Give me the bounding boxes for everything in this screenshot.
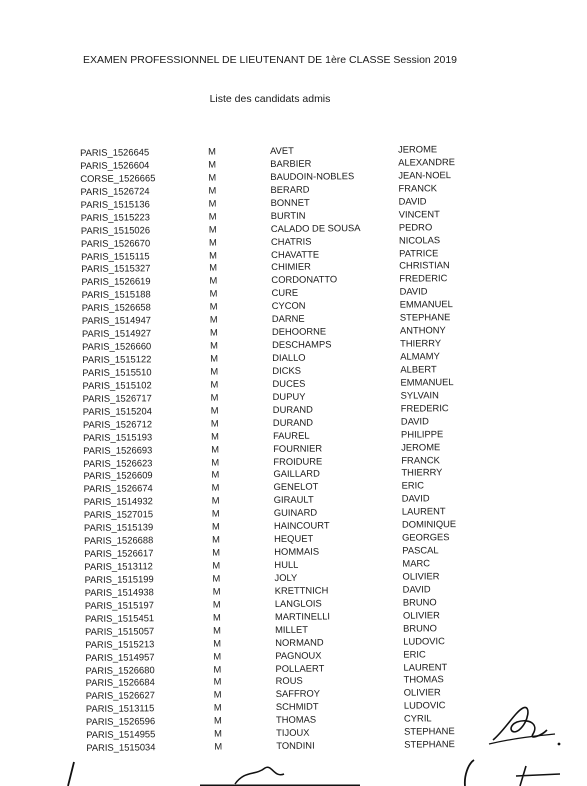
- candidate-first-name: SYLVAIN: [400, 389, 439, 401]
- candidate-id: PARIS_1515034: [86, 741, 156, 754]
- candidate-last-name: CYCON: [271, 299, 306, 312]
- candidate-id: PARIS_1515510: [82, 366, 152, 378]
- candidate-id: PARIS_1514927: [81, 327, 152, 340]
- candidate-id: PARIS_1514957: [85, 650, 155, 663]
- candidate-last-name: JOLY: [274, 571, 298, 583]
- candidate-first-name: VINCENT: [398, 207, 440, 220]
- candidate-id: PARIS_1526688: [84, 534, 154, 547]
- candidate-id: PARIS_1515102: [82, 379, 152, 391]
- candidate-first-name: LAURENT: [403, 660, 448, 673]
- candidate-last-name: CHAVATTE: [271, 248, 320, 260]
- candidate-last-name: DICKS: [272, 364, 302, 376]
- candidate-id: PARIS_1515451: [84, 612, 155, 624]
- candidate-sex: M: [210, 430, 219, 442]
- candidate-first-name: DOMINIQUE: [401, 518, 457, 530]
- candidate-first-name: PHILIPPE: [400, 427, 444, 440]
- candidate-sex: M: [213, 714, 222, 726]
- candidate-sex: M: [210, 352, 219, 364]
- candidate-first-name: STEPHANE: [404, 738, 455, 750]
- candidate-last-name: CURE: [271, 287, 299, 299]
- candidate-sex: M: [212, 611, 221, 623]
- candidate-first-name: DAVID: [401, 492, 430, 504]
- candidate-first-name: FRANCK: [401, 453, 440, 466]
- candidate-last-name: GENELOT: [273, 480, 319, 493]
- candidate-last-name: CORDONATTO: [271, 273, 338, 286]
- candidate-id: PARIS_1514947: [81, 314, 152, 327]
- candidate-last-name: MARTINELLI: [274, 610, 331, 622]
- candidate-sex: M: [212, 585, 221, 597]
- candidate-last-name: DESCHAMPS: [272, 338, 332, 351]
- candidate-sex: M: [210, 404, 219, 416]
- candidate-id: PARIS_1515057: [85, 624, 155, 637]
- candidate-first-name: FREDERIC: [400, 401, 449, 414]
- candidate-sex: M: [210, 339, 218, 351]
- document-subtitle: Liste des candidats admis: [209, 93, 331, 105]
- candidate-sex: M: [209, 313, 218, 325]
- candidate-first-name: FRANCK: [398, 182, 438, 194]
- candidate-id: PARIS_1526658: [81, 301, 151, 314]
- candidate-sex: M: [209, 262, 218, 274]
- candidate-id: PARIS_1526660: [82, 340, 152, 353]
- candidate-id: PARIS_1515197: [84, 599, 155, 611]
- candidate-last-name: DURAND: [272, 416, 314, 428]
- candidate-id: PARIS_1526627: [85, 689, 155, 702]
- candidate-id: PARIS_1526619: [81, 275, 151, 288]
- candidate-first-name: ANTHONY: [399, 324, 446, 336]
- candidate-id: PARIS_1526645: [80, 146, 150, 158]
- candidate-id: CORSE_1526665: [80, 172, 156, 184]
- candidate-first-name: LUDOVIC: [403, 634, 445, 647]
- candidate-first-name: JEAN-NOEL: [398, 168, 451, 181]
- signature-right: [485, 700, 585, 760]
- candidate-last-name: KRETTNICH: [274, 584, 329, 596]
- candidate-id: PARIS_1526693: [83, 443, 153, 456]
- candidate-first-name: OLIVIER: [403, 686, 441, 699]
- table-row: [86, 738, 476, 755]
- candidate-last-name: HULL: [274, 558, 299, 570]
- candidate-id: PARIS_1515199: [84, 573, 154, 585]
- candidate-first-name: CHRISTIAN: [399, 259, 450, 272]
- candidate-first-name: PEDRO: [398, 220, 433, 233]
- candidate-sex: M: [211, 443, 220, 455]
- candidate-first-name: BRUNO: [402, 596, 437, 608]
- candidate-sex: M: [211, 520, 220, 532]
- document-title: EXAMEN PROFESSIONNEL DE LIEUTENANT DE 1ère CLASSE Session 2019: [82, 54, 458, 66]
- candidate-sex: M: [209, 287, 218, 299]
- candidate-sex: M: [209, 249, 218, 261]
- candidate-first-name: OLIVIER: [402, 570, 440, 582]
- candidate-sex: M: [213, 650, 222, 662]
- candidate-sex: M: [211, 507, 220, 519]
- candidate-first-name: GEORGES: [402, 531, 450, 543]
- candidate-sex: M: [213, 675, 222, 688]
- candidate-sex: M: [212, 572, 221, 584]
- candidate-first-name: STEPHANE: [399, 311, 451, 323]
- candidate-id: PARIS_1526609: [83, 469, 153, 482]
- candidate-last-name: GIRAULT: [273, 493, 314, 506]
- candidate-first-name: THIERRY: [400, 337, 442, 349]
- candidate-id: PARIS_1515026: [80, 223, 151, 236]
- candidate-first-name: BRUNO: [402, 621, 437, 634]
- candidate-first-name: ALBERT: [400, 363, 437, 375]
- candidate-sex: M: [212, 598, 221, 610]
- candidate-last-name: DEHOORNE: [271, 325, 327, 338]
- candidate-last-name: SAFFROY: [275, 687, 321, 700]
- candidate-id: PARIS_1527015: [83, 508, 154, 521]
- candidate-last-name: SCHMIDT: [275, 700, 319, 713]
- candidate-sex: M: [210, 391, 219, 403]
- candidate-last-name: MILLET: [275, 623, 308, 635]
- candidate-id: PARIS_1515193: [82, 430, 153, 443]
- candidate-id: PARIS_1515139: [83, 521, 154, 534]
- candidate-last-name: BURTIN: [270, 209, 306, 221]
- candidate-id: PARIS_1526680: [85, 663, 155, 676]
- candidate-id: PARIS_1513112: [84, 560, 153, 572]
- candidate-sex: M: [208, 236, 217, 248]
- candidate-sex: M: [208, 197, 217, 209]
- candidate-last-name: ROUS: [275, 675, 303, 687]
- candidate-sex: M: [209, 326, 218, 338]
- candidate-id: PARIS_1526724: [80, 185, 150, 197]
- candidate-id: PARIS_1515327: [81, 262, 151, 275]
- candidate-id: PARIS_1526617: [84, 547, 154, 560]
- candidate-last-name: DUCES: [272, 377, 306, 389]
- candidate-last-name: BARBIER: [270, 157, 312, 169]
- candidate-sex: M: [210, 365, 219, 377]
- candidate-last-name: DURAND: [272, 403, 313, 415]
- candidate-first-name: PATRICE: [399, 246, 439, 259]
- candidate-sex: M: [207, 145, 216, 157]
- candidate-last-name: TIJOUX: [276, 726, 310, 739]
- candidate-sex: M: [213, 624, 221, 636]
- candidate-last-name: FOURNIER: [273, 442, 323, 454]
- candidate-last-name: HOMMAIS: [274, 545, 320, 558]
- candidate-id: PARIS_1526712: [82, 417, 153, 430]
- candidate-id: PARIS_1515188: [81, 288, 151, 301]
- candidate-id: PARIS_1515122: [82, 353, 152, 365]
- candidate-first-name: DAVID: [400, 415, 429, 427]
- candidate-last-name: NORMAND: [275, 636, 324, 648]
- candidate-id: PARIS_1515204: [82, 405, 152, 417]
- candidate-sex: M: [211, 456, 220, 468]
- candidate-sex: M: [210, 417, 219, 429]
- candidate-id: PARIS_1526684: [85, 676, 155, 689]
- candidate-id: PARIS_1514955: [86, 728, 156, 741]
- candidate-first-name: MARC: [402, 557, 431, 569]
- candidate-first-name: THOMAS: [403, 673, 444, 686]
- candidate-sex: M: [210, 378, 219, 390]
- candidate-first-name: DAVID: [398, 195, 427, 207]
- candidate-last-name: FROIDURE: [273, 454, 323, 467]
- candidate-first-name: CYRIL: [403, 712, 432, 724]
- candidate-last-name: HAINCOURT: [273, 519, 330, 532]
- candidate-last-name: GUINARD: [273, 506, 318, 519]
- candidate-last-name: LANGLOIS: [274, 597, 322, 609]
- candidate-first-name: FREDERIC: [399, 272, 448, 285]
- candidate-sex: M: [213, 701, 222, 713]
- candidate-sex: M: [208, 210, 217, 222]
- candidate-last-name: CALADO DE SOUSA: [270, 221, 361, 234]
- candidate-first-name: LUDOVIC: [403, 699, 446, 711]
- candidate-last-name: BERARD: [270, 183, 310, 195]
- candidate-sex: M: [213, 688, 222, 701]
- signature-bottom: [60, 756, 587, 786]
- candidate-id: PARIS_1526623: [83, 456, 153, 469]
- candidates-table: [80, 143, 476, 755]
- candidate-sex: M: [212, 559, 221, 571]
- candidate-first-name: DAVID: [402, 583, 431, 595]
- candidate-last-name: HEQUET: [274, 532, 314, 545]
- candidate-last-name: THOMAS: [275, 713, 317, 726]
- candidate-sex: M: [208, 158, 217, 170]
- candidate-sex: M: [211, 468, 220, 481]
- candidate-first-name: LAURENT: [401, 505, 446, 517]
- candidate-first-name: PASCAL: [402, 544, 439, 556]
- candidate-sex: M: [213, 663, 222, 675]
- candidate-first-name: JEROME: [401, 440, 441, 453]
- candidate-sex: M: [208, 184, 217, 196]
- candidate-last-name: CHATRIS: [270, 235, 312, 247]
- candidate-id: PARIS_1515115: [81, 249, 150, 262]
- candidate-last-name: GAILLARD: [273, 467, 320, 480]
- candidate-first-name: OLIVIER: [402, 609, 440, 621]
- candidate-last-name: BAUDOIN-NOBLES: [270, 170, 355, 182]
- candidate-sex: M: [212, 533, 220, 545]
- candidate-last-name: TONDINI: [276, 739, 315, 752]
- candidate-sex: M: [211, 494, 220, 506]
- candidate-last-name: PAGNOUX: [275, 649, 322, 661]
- candidate-last-name: CHIMIER: [271, 261, 311, 273]
- candidate-sex: M: [211, 481, 220, 494]
- candidate-sex: M: [214, 727, 223, 739]
- candidate-last-name: DUPUY: [272, 390, 306, 402]
- candidate-first-name: JEROME: [397, 143, 438, 155]
- candidate-id: PARIS_1526674: [83, 482, 153, 495]
- candidate-first-name: EMMANUEL: [400, 375, 454, 388]
- candidate-sex: M: [209, 300, 218, 312]
- candidate-sex: M: [208, 171, 217, 183]
- candidate-first-name: DAVID: [399, 285, 428, 297]
- candidate-id: PARIS_1526604: [80, 159, 150, 171]
- candidate-id: PARIS_1513115: [85, 702, 155, 715]
- candidate-id: PARIS_1526717: [82, 392, 152, 404]
- candidate-first-name: EMMANUEL: [399, 298, 453, 310]
- candidate-id: PARIS_1526596: [85, 715, 156, 728]
- candidate-sex: M: [213, 637, 222, 649]
- candidate-id: PARIS_1526670: [80, 236, 151, 249]
- candidate-last-name: FAUREL: [272, 429, 310, 441]
- candidate-first-name: ERIC: [403, 647, 426, 660]
- candidate-last-name: DARNE: [271, 312, 305, 325]
- candidate-id: PARIS_1514938: [84, 586, 154, 598]
- candidate-last-name: AVET: [269, 144, 294, 157]
- candidate-sex: M: [209, 274, 218, 287]
- candidate-sex: M: [208, 223, 217, 235]
- candidate-id: PARIS_1515223: [80, 210, 150, 223]
- candidate-first-name: THIERRY: [401, 466, 443, 479]
- candidate-sex: M: [214, 740, 223, 752]
- candidate-first-name: ALEXANDRE: [398, 156, 456, 168]
- candidate-last-name: BONNET: [270, 196, 310, 208]
- candidate-first-name: ERIC: [401, 479, 425, 492]
- candidate-id: PARIS_1515213: [85, 637, 155, 650]
- candidate-sex: M: [212, 546, 221, 558]
- candidate-last-name: POLLAERT: [275, 661, 325, 674]
- candidate-first-name: NICOLAS: [398, 233, 441, 246]
- candidate-id: PARIS_1514932: [83, 495, 153, 508]
- candidate-first-name: STEPHANE: [404, 725, 455, 737]
- candidate-last-name: DIALLO: [272, 351, 306, 363]
- candidate-id: PARIS_1515136: [80, 198, 150, 210]
- candidate-first-name: ALMAMY: [400, 350, 440, 362]
